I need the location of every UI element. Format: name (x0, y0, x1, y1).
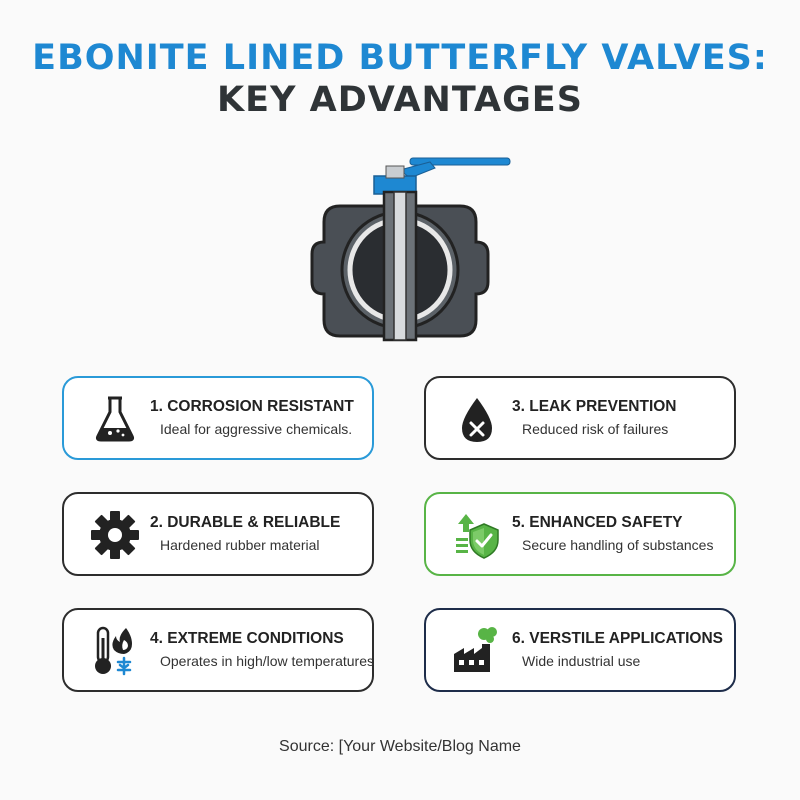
thermometer-icon (88, 624, 142, 678)
card-description: Secure handling of substances (522, 537, 714, 553)
advantage-card-extreme (62, 608, 374, 692)
card-description: Hardened rubber material (160, 537, 320, 553)
card-title: 1. CORROSION RESISTANT (150, 398, 354, 415)
butterfly-valve-illustration (300, 150, 520, 350)
title-line-2: KEY ADVANTAGES (217, 80, 583, 120)
advantage-card-corrosion (62, 376, 374, 460)
card-title: 4. EXTREME CONDITIONS (150, 630, 344, 647)
factory-icon (450, 624, 504, 678)
card-title: 2. DURABLE & RELIABLE (150, 514, 341, 531)
card-title: 3. LEAK PREVENTION (512, 398, 677, 415)
advantage-card-versatile (424, 608, 736, 692)
gear-icon (88, 508, 142, 562)
source-caption: Source: [Your Website/Blog Name (279, 738, 521, 755)
advantage-card-durable (62, 492, 374, 576)
card-description: Operates in high/low temperatures (160, 653, 374, 669)
shield-icon (450, 508, 504, 562)
drop-x-icon (450, 392, 504, 446)
page-title (0, 38, 800, 120)
card-title: 6. VERSTILE APPLICATIONS (512, 630, 723, 647)
title-line-1: EBONITE LINED BUTTERFLY VALVES: (32, 38, 768, 78)
card-title: 5. ENHANCED SAFETY (512, 514, 683, 531)
advantage-card-leak (424, 376, 736, 460)
card-description: Wide industrial use (522, 653, 641, 669)
advantage-card-safety (424, 492, 736, 576)
card-description: Reduced risk of failures (522, 421, 669, 437)
card-description: Ideal for aggressive chemicals. (160, 421, 353, 437)
flask-icon (88, 392, 142, 446)
